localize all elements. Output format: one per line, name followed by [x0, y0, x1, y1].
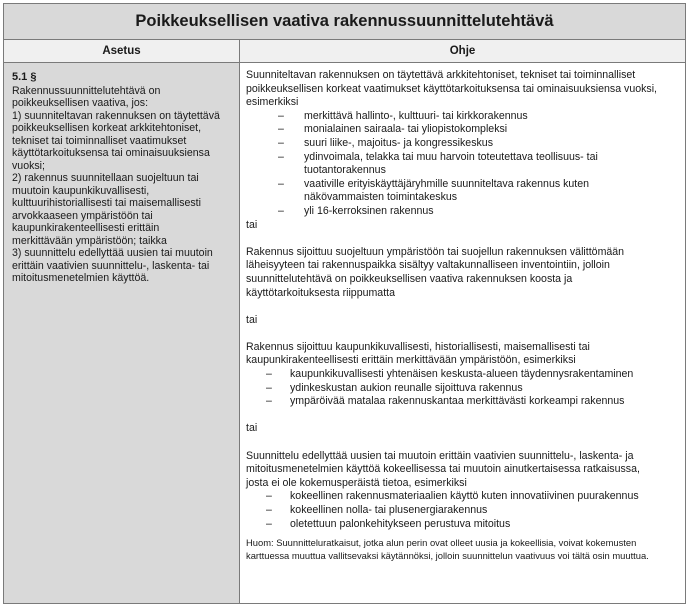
list-item: – kokeellinen nolla- tai plusenergiarakennus [266, 504, 488, 516]
dash-bullet: – [266, 504, 272, 516]
list-item: – kaupunkikuvallisesti yhtenäisen keskusta-alueen täydennysrakentaminen [266, 368, 634, 381]
column-header-asetus: Asetus [4, 40, 240, 63]
list-item: – ydinvoimala, telakka tai muu harvoin toteutettava teollisuus- tai tuotantorakennus [278, 150, 598, 177]
example-list-2 [246, 368, 679, 409]
ohje-paragraph-4: Suunnittelu edellyttää uusien tai muutoin erittäin vaativien suunnittelu-, laskenta- ja mitoitusmenetelmien käyttöä kokeellisessa tai muutoin ainutkertaisessa ratkaisussa, josta ei ole kokemusperäistä tietoa, esimerkiksi [246, 449, 640, 489]
table-title: Poikkeuksellisen vaativa rakennussuunnittelutehtävä [4, 4, 685, 40]
asetus-column [4, 63, 240, 603]
list-item: – vaativille erityiskäyttäjäryhmille suunniteltava rakennus kuten näkövammaisten toimintakeskus [278, 177, 589, 204]
list-item: – ydinkeskustan aukion reunalle sijoittuva rakennus [266, 381, 523, 394]
section-number: 5.1 § [12, 71, 37, 83]
dash-bullet: – [278, 109, 284, 122]
list-item: – monialainen sairaala- tai yliopistokompleksi [278, 123, 508, 136]
requirements-table [3, 3, 686, 604]
dash-bullet: – [266, 395, 272, 408]
list-item: – suuri liike-, majoitus- ja kongressikeskus [278, 136, 493, 149]
list-item: – oletettuun palonkehitykseen perustuva mitoitus [266, 517, 511, 530]
list-item: – merkittävä hallinto-, kulttuuri- tai kirkkorakennus [278, 109, 528, 122]
asetus-text: Rakennussuunnittelutehtävä on poikkeuksellisen vaativa, jos: 1) suunniteltavan rakennuksen on täytettävä poikkeuksellisen korkeat arkkitehtoniset, tekniset tai toiminnalliset vaatimukset käyttötarkoituksensa tai ominaisuuksiensa vuoksi; 2) rakennus suunnitellaan suojeltuun tai muutoin kaupunkikuvallisesti, kulttuurihistoriallisesti tai maisemallisesti arvokkaaseen ympäristöön tai kaupunkirakenteellisesti erittäin merkittävään ympäristöön; taikka 3) suunnittelu edellyttää uusien tai muutoin erittäin vaativien suunnittelu-, laskenta- tai mitoitusmenetelmien käyttöä. [12, 84, 220, 284]
ohje-paragraph-2: Rakennus sijoittuu suojeltuun ympäristöön tai suojellun rakennuksen välittömään läheisyyteen tai rakennuspaikka sisältyy valtakunnalliseen inventointiin, jolloin suunnittelutehtävä on poikkeuksellisen vaativa rakennuksen koosta ja käyttötarkoituksesta riippumatta [246, 245, 625, 299]
ohje-paragraph-3: Rakennus sijoittuu kaupunkikuvallisesti, historiallisesti, maisemallisesti tai kaupunkirakenteellisesti erittäin merkittävään ympäristöön, esimerkiksi [246, 340, 590, 367]
ohje-column [240, 63, 685, 603]
connector-tai: tai [246, 422, 258, 435]
dash-bullet: – [278, 136, 284, 149]
dash-bullet: – [266, 381, 272, 394]
dash-bullet: – [278, 150, 284, 163]
example-list-1 [246, 110, 679, 219]
dash-bullet: – [266, 517, 272, 530]
dash-bullet: – [278, 204, 284, 217]
footnote: Huom: Suunnitteluratkaisut, jotka alun perin ovat olleet uusia ja kokeellisia, voivat kokemusten karttuessa muuttua vallitsevaksi käytännöksi, jolloin suunnittelun vaativuus voi tältä osin muuttua. [246, 537, 649, 561]
dash-bullet: – [266, 368, 272, 381]
column-header-ohje: Ohje [240, 40, 685, 63]
list-item: – kokeellinen rakennusmateriaalien käyttö kuten innovatiivinen puurakennus [266, 490, 639, 503]
list-item: – ympäröivää matalaa rakennuskantaa merkittävästi korkeampi rakennus [266, 395, 625, 408]
dash-bullet: – [278, 177, 284, 190]
example-list-3 [246, 490, 679, 531]
dash-bullet: – [266, 490, 272, 503]
connector-tai: tai [246, 313, 258, 326]
list-item: – yli 16-kerroksinen rakennus [278, 204, 434, 217]
connector-tai: tai [246, 218, 258, 231]
ohje-paragraph-1: Suunniteltavan rakennuksen on täytettävä arkkitehtoniset, tekniset tai toiminnalliset poikkeuksellisen korkeat vaatimukset käyttötarkoituksensa tai ominaisuuksiensa vuoksi, esimerkiksi [246, 69, 657, 109]
dash-bullet: – [278, 123, 284, 136]
